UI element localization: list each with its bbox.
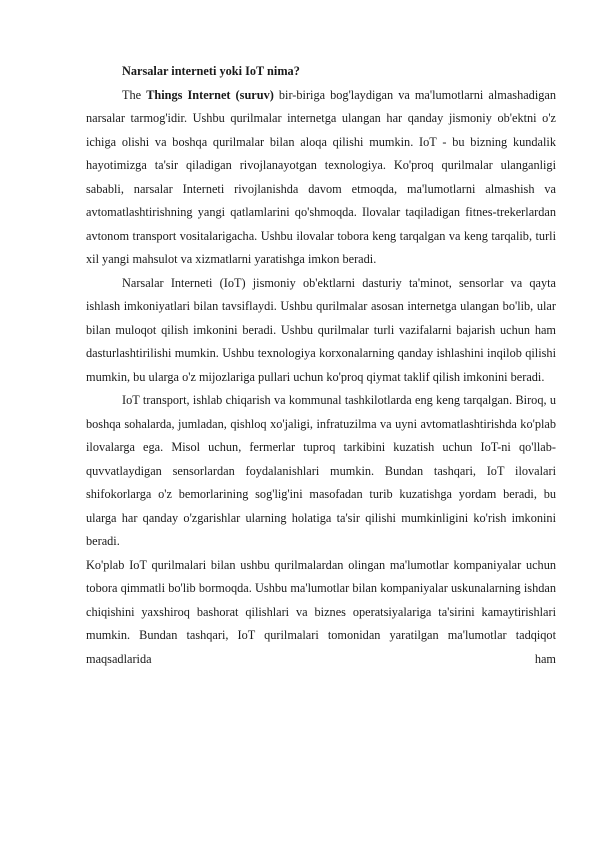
section-heading: Narsalar interneti yoki IoT nima? [122,64,300,78]
paragraph-3: IoT transport, ishlab chiqarish va kommunal tashkilotlarda eng keng tarqalgan. Biroq, u boshqa sohalarda, jumladan, qishloq xo'jaligi, infratuzilma va uyni avtomatlashtirishda ko'plab ilovalarga ega. Misol uchun, fermerlar tuproq tarkibini kuzatish uchun IoT-ni qo'llab-quvvatlaydigan sensorlardan foydalanishlari mumkin. Bundan tashqari, IoT ilovalari shifokorlarga o'z bemorlarining sog'lig'ini masofadan turib kuzatishga yordam beradi, bu ularga har qanday o'zgarishlar ularning holatiga ta'sir qilishi mumkinligini ko'rish imkonini beradi. [86,393,556,548]
paragraph-4: Ko'plab IoT qurilmalari bilan ushbu qurilmalardan olingan ma'lumotlar kompaniyalar uchun tobora qimmatli bo'lib bormoqda. Ushbu ma'lumotlar bilan kompaniyalar uskunalarning ishdan chiqishini yaxshiroq bashorat qilishlari va biznes operatsiyalariga ta'sirini kamaytirishlari mumkin. Bundan tashqari, IoT qurilmalari tomonidan yaratilgan ma'lumotlar tadqiqot maqsadlarida ham [86,557,556,666]
document-page [86,60,556,671]
paragraph-2: Narsalar Interneti (IoT) jismoniy ob'ektlarni dasturiy ta'minot, sensorlar va qayta ishlash imkoniyatlari bilan tavsiflaydi. Ushbu qurilmalar asosan internetga ulangan bo'lib, ular bilan muloqot qilish imkonini beradi. Ushbu qurilmalar turli vazifalarni bajarish uchun ham dasturlashtirilishi mumkin. Ushbu texnologiya korxonalarning qanday ishlashini inqilob qilishi mumkin, bu ularga o'z mijozlariga pullari uchun ko'proq qiymat taklif qilish imkonini beradi. [86,275,556,384]
paragraph-1-bold-term: Things Internet (suruv) [146,87,274,102]
paragraph-1-lead: The [122,87,147,102]
paragraph-1-text: bir-biriga bog'laydigan va ma'lumotlarni almashadigan narsalar tarmog'idir. Ushbu qurilmalar internetga ulangan har qanday jismoniy ob'ektni o'z ichiga olishi va boshqa qurilmalar bilan aloqa qilishi mumkin. IoT - bu bizning kundalik hayotimizga ta'sir qiladigan rivojlanayotgan texnologiya. Ko'proq qurilmalar ulanganligi sababli, narsalar Interneti rivojlanishda davom etmoqda, ma'lumotlarni almashish va avtomatlashtirishning yangi qatlamlarini qo'shmoqda. Ilovalar taqiladigan fitnes-trekerlardan avtonom transport vositalarigacha. Ushbu ilovalar tobora keng tarqalgan va keng tarqalib, turli xil yangi mahsulot va xizmatlarni yaratishga imkon beradi. [86,87,556,266]
paragraph-1 [86,84,556,272]
